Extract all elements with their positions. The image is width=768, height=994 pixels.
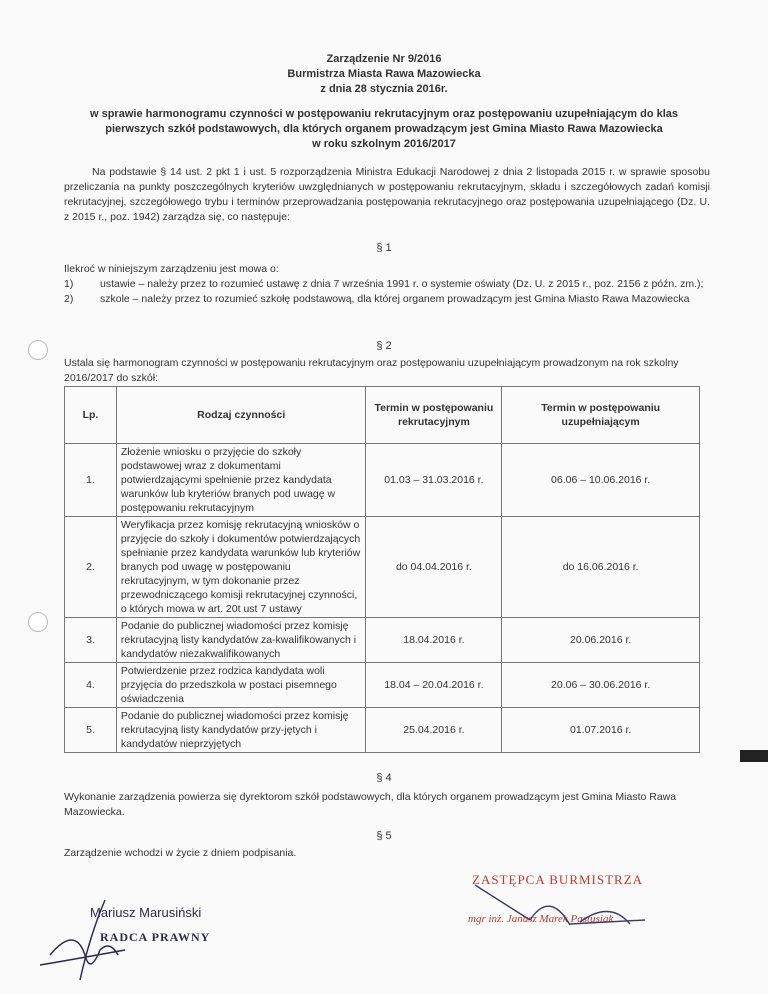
cell-action: Podanie do publicznej wiadomości przez komisję rekrutacyjną listy kandydatów za-kwalifikowanych i kandydatów niezakwalifikowanych: [116, 618, 366, 663]
section-4-title: § 4: [376, 772, 392, 784]
cell-supplementary-date: do 16.06.2016 r.: [502, 517, 700, 618]
table-header-row: [65, 387, 700, 444]
cell-supplementary-date: 06.06 – 10.06.2016 r.: [502, 444, 700, 517]
cell-recruitment-date: 25.04.2016 r.: [366, 708, 502, 753]
scan-edge-mark: [740, 750, 768, 762]
document-header: [0, 52, 768, 97]
legal-counsel-signature: [30, 895, 140, 990]
cell-recruitment-date: 18.04.2016 r.: [366, 618, 502, 663]
cell-lp: 2.: [65, 517, 117, 618]
cell-action: Potwierdzenie przez rodzica kandydata woli przyjęcia do przedszkola w postaci pisemnego oświadczenia: [116, 663, 366, 708]
list-item: 1) ustawie – należy przez to rozumieć ustawę z dnia 7 września 1991 r. o systemie oświaty (Dz. U. z 2015 r., poz. 2156 z późn. zm.);: [64, 278, 704, 290]
cell-lp: 4.: [65, 663, 117, 708]
legal-counsel-stamp-name: Mariusz Marusiński: [90, 905, 202, 920]
subject-line: w sprawie harmonogramu czynności w postępowaniu rekrutacyjnym oraz postępowaniu uzupełniającym do klas: [89, 108, 679, 120]
ordinance-date: z dnia 28 stycznia 2016r.: [320, 83, 448, 95]
cell-recruitment-date: 01.03 – 31.03.2016 r.: [366, 444, 502, 517]
cell-recruitment-date: 18.04 – 20.04.2016 r.: [366, 663, 502, 708]
column-header-lp: Lp.: [65, 387, 117, 444]
section-4-text: Wykonanie zarządzenia powierza się dyrektorom szkół podstawowych, dla których organem prowadzącym jest Gmina Miasto Rawa Mazowiecka.: [64, 791, 677, 818]
section-2-text: Ustala się harmonogram czynności w postępowaniu rekrutacyjnym oraz postępowaniu uzupełniającym prowadzonym na rok szkolny 2016/2017 do szkół:: [64, 357, 679, 384]
definitions-list: [64, 277, 710, 307]
deputy-mayor-stamp-name: mgr inż. Janusz Marek Pastusiak: [468, 913, 614, 925]
column-header-supplementary-date: Termin w postępowaniu uzupełniającym: [502, 387, 700, 444]
table-row: [65, 517, 700, 618]
column-header-action: Rodzaj czynności: [116, 387, 366, 444]
legal-basis: Na podstawie § 14 ust. 2 pkt 1 i ust. 5 rozporządzenia Ministra Edukacji Narodowej z dnia 2 listopada 2015 r. w sprawie sposobu przeliczania na punkty poszczególnych kryteriów uwzględnianych w postępowaniu rekrutacyjnym, składu i szczegółowych zadań komisji rekrutacyjnej, szczegółowego trybu i terminów przeprowadzania postępowania rekrutacyjnego oraz postępowania uzupełniającego (Dz. U. z 2015 r., poz. 1942) zarządza się, co następuje:: [64, 166, 710, 223]
cell-action: Podanie do publicznej wiadomości przez komisję rekrutacyjną listy kandydatów przy-jętych i kandydatów nieprzyjętych: [116, 708, 366, 753]
issuer: Burmistrza Miasta Rawa Mazowiecka: [287, 68, 481, 80]
subject-line: w roku szkolnym 2016/2017: [312, 138, 456, 150]
table-row: [65, 618, 700, 663]
cell-lp: 5.: [65, 708, 117, 753]
deputy-signature: [470, 880, 670, 930]
table-row: [65, 444, 700, 517]
table-row: [65, 663, 700, 708]
cell-action: Złożenie wniosku o przyjęcie do szkoły podstawowej wraz z dokumentami potwierdzającymi spełnienie przez kandydata warunków lub kryteriów branych pod uwagę w postępowaniu rekrutacyjnym: [116, 444, 366, 517]
definitions-intro: Ilekroć w niniejszym zarządzeniu jest mowa o:: [64, 263, 279, 275]
section-5-text: Zarządzenie wchodzi w życie z dniem podpisania.: [64, 847, 297, 859]
cell-lp: 3.: [65, 618, 117, 663]
ordinance-number: Zarządzenie Nr 9/2016: [326, 53, 442, 65]
schedule-table: [64, 386, 700, 753]
cell-recruitment-date: do 04.04.2016 r.: [366, 517, 502, 618]
section-1-title: § 1: [376, 242, 392, 254]
table-row: [65, 708, 700, 753]
cell-action: Weryfikacja przez komisję rekrutacyjną wniosków o przyjęcie do szkoły i dokumentów potwierdzających spełnianie przez kandydata warunków lub kryteriów branych pod uwagę w postępowaniu rekrutacyjnym, w tym dokonanie przez przewodniczącego komisji rekrutacyjnej czynności, o których mowa w art. 20t ust 7 ustawy: [116, 517, 366, 618]
deputy-mayor-stamp-title: ZASTĘPCA BURMISTRZA: [472, 872, 644, 887]
cell-supplementary-date: 20.06 – 30.06.2016 r.: [502, 663, 700, 708]
section-5-title: § 5: [376, 830, 392, 842]
list-item: 2) szkole – należy przez to rozumieć szkołę podstawową, dla której organem prowadzącym jest Gmina Miasto Rawa Mazowiecka: [64, 293, 690, 305]
legal-counsel-stamp-role: RADCA PRAWNY: [100, 930, 211, 944]
cell-supplementary-date: 20.06.2016 r.: [502, 618, 700, 663]
document-subject: [60, 107, 708, 152]
cell-lp: 1.: [65, 444, 117, 517]
column-header-recruitment-date: Termin w postępowaniu rekrutacyjnym: [366, 387, 502, 444]
cell-supplementary-date: 01.07.2016 r.: [502, 708, 700, 753]
punch-hole: [28, 612, 48, 632]
subject-line: pierwszych szkół podstawowych, dla których organem prowadzącym jest Gmina Miasto Rawa Mazowiecka: [105, 123, 663, 135]
section-2-title: § 2: [376, 340, 392, 352]
